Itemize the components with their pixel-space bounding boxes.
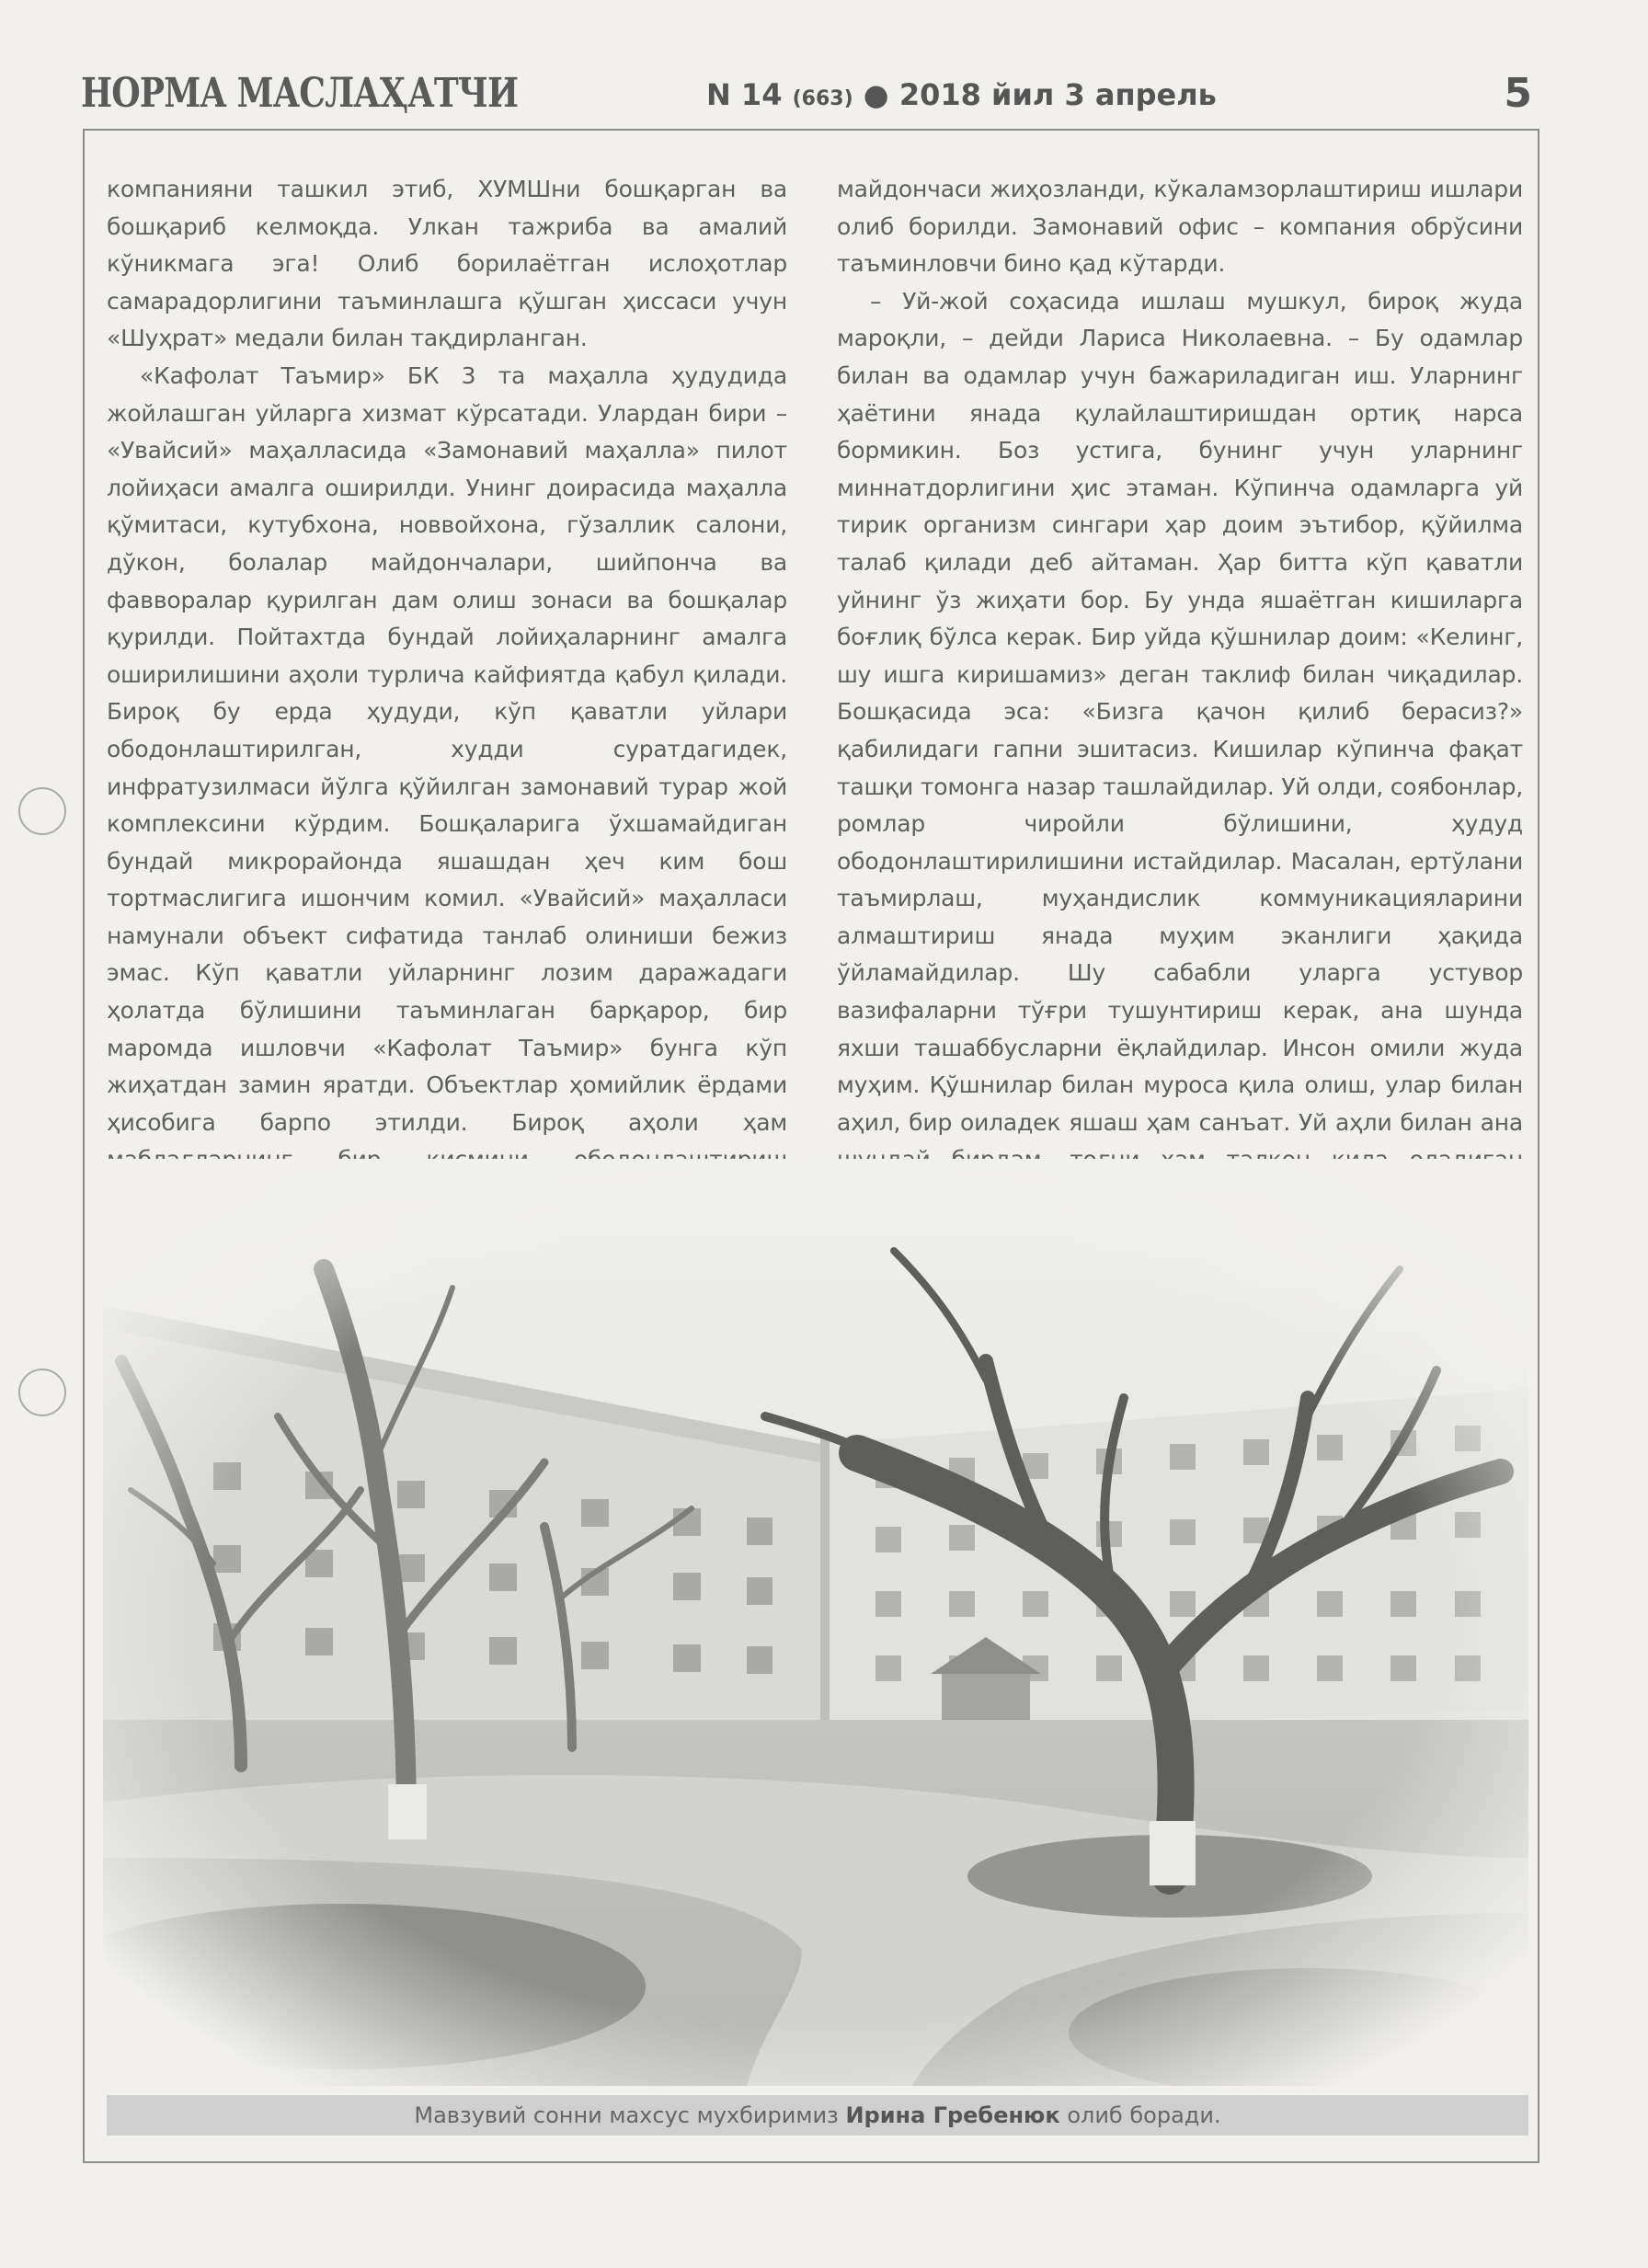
courtyard-photo [103,1159,1528,2086]
issue-info [706,77,1217,112]
caption-author: Ирина Гребенюк [845,2102,1060,2128]
binder-hole-2 [18,1369,66,1416]
article-column-right [837,171,1523,1217]
paragraph: – Уй-жой соҳасида ишлаш мушкул, бироқ жуда мароқли, – дейди Лариса Николаевна. – Бу одамлар билан ва одамлар учун бажариладиган иш. Уларнинг ҳаётини янада қулайлаштиришдан ортиқ нарса бормикин. Боз устига, бунинг учун уларнинг миннатдорлигини ҳис этаман. Кўпинча одамларга уй тирик организм сингари ҳар доим эътибор, қўйилма талаб қилади деб айтаман. Ҳар битта кўп қаватли уйнинг ўз жиҳати бор. Бу унда яшаётган кишиларга боғлиқ бўлса керак. Бир уйда қўшнилар доим: «Келинг, шу ишга киришамиз» деган таклиф билан чиқадилар. Бошқасида эса: «Бизга қачон қилиб берасиз?» қабилидаги гапни эшитасиз. Кишилар кўпинча фақат ташқи томонга назар ташлайдилар. Уй олди, соябонлар, ромлар чиройли бўлишини, ҳудуд ободонлаштирилишини истайдилар. Масалан, ертўлани таъмирлаш, муҳандислик коммуникацияларини алмаштириш янада муҳим эканлиги ҳақида ўйламайдилар. Шу сабабли уларга устувор вазифаларни тўғри тушунтириш керак, ана шунда яхши ташаббусларни ёқлайдилар. Инсон омили жуда муҳим. Қўшнилар билан муроса қила олиш, улар билан аҳил, бир оиладек яшаш ҳам санъат. Уй аҳли билан ана [837,287,1523,1136]
issue-number: N 14 [706,77,783,112]
caption-suffix: олиб боради. [1067,2102,1221,2128]
caption-prefix: Мавзувий сонни махсус мухбиримиз [414,2102,839,2128]
article-column-left [107,171,787,1254]
page-number: 5 [1504,70,1532,117]
issue-date: ● 2018 йил 3 апрель [863,77,1217,112]
newspaper-logo: НОРМА МАСЛАҲАТЧИ [81,70,519,117]
paragraph: «Кафолат Таъмир» БК 3 та маҳалла ҳудудида жойлашган уйларга хизмат кўрсатади. Улардан бири – «Увайсий» маҳалласида «Замонавий маҳалла» пилот лойиҳаси амалга оширилди. Унинг доирасида маҳалла қўмитаси, кутубхона, новвойхона, гўзаллик салони, дўкон, болалар майдончалари, шийпонча ва фавворалар қурилган дам олиш зонаси ва бошқалар қурилди. Пойтахтда бундай лойиҳаларнинг амалга оширилишини аҳоли турлича кайфиятда қабул қилади. Бироқ бу ерда ҳудуди, кўп қаватли уйлари ободонлаштирилган, худди суратдагидек, инфратузилмаси йўлга қўйилган замонавий турар жой комплексини кўрдим. Бошқаларига ўхшамайдиган бундай микрорайонда яшашдан ҳеч ким бош тортмаслигига ишончим комил. «Увайсий» маҳалласи намунали объект сифатида танлаб олиниши бежиз эмас. Кўп қаватли уйларнинг лозим даражадаги ҳолатда бўлишини таъминлаган барқарор, бир маромда ишловчи «Кафолат Таъмир» бунга кўп жиҳатдан замин яратди. Объектлар ҳомийлик ёрдами ҳисобига барпо этилди. Бироқ аҳоли ҳам [107,361,787,1136]
binder-hole-1 [18,787,66,835]
photo-caption [107,2095,1528,2136]
issue-sub-number: (663) [792,87,853,110]
page-header [81,64,1541,125]
paragraph: майдончаси жиҳозланди, кўкаламзорлаштириш ишлари олиб борилди. Замонавий офис – компания обрўсини таъминловчи бино қад кўтарди. [837,176,1523,278]
paragraph: компанияни ташкил этиб, ХУМШни бошқарган ва бошқариб келмоқда. Улкан тажриба ва амалий кўникмага эга! Олиб борилаётган ислоҳотлар самарадорлигини таъминлашга қўшган ҳиссаси учун «Шуҳрат» медали билан тақдирланган. [107,176,787,352]
